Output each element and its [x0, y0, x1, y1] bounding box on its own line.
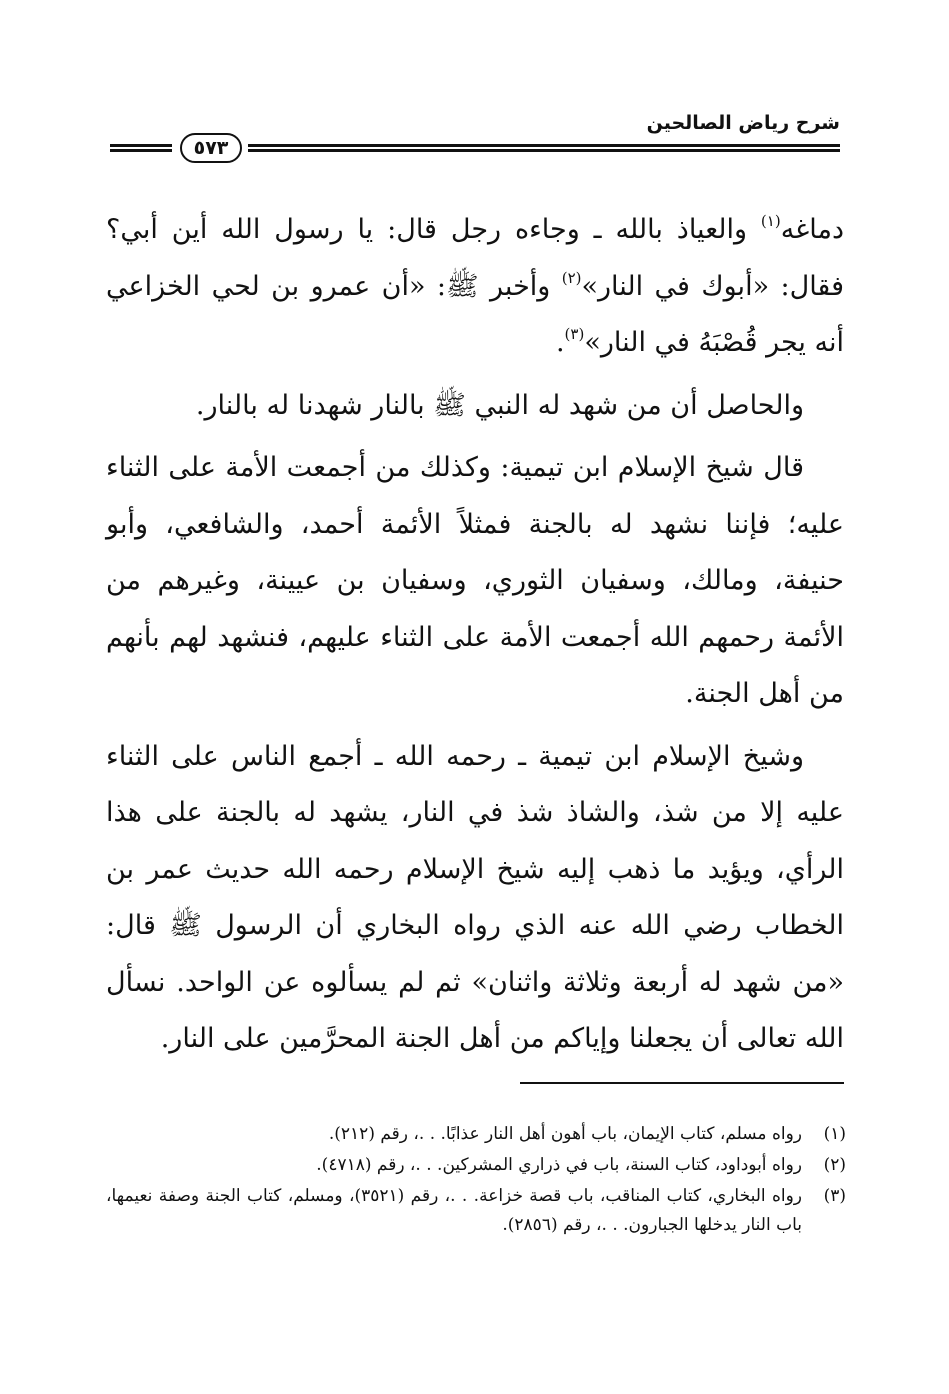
header-rule-right [248, 144, 840, 152]
footnote-3 [106, 1182, 846, 1240]
main-text [106, 202, 844, 1074]
header-rule [110, 139, 840, 157]
book-title: شرح رياض الصالحين [646, 112, 840, 134]
page-number: ٥٧٣ [180, 133, 242, 163]
footnote-text: رواه أبوداود، كتاب السنة، باب في ذراري المشركين. . .، رقم (٤٧١٨). [316, 1155, 802, 1175]
footnote-separator [520, 1082, 844, 1084]
text-run: . [555, 327, 565, 358]
footnotes [106, 1120, 846, 1242]
footnote-number: (٣) [823, 1186, 846, 1206]
footnote-text: رواه مسلم، كتاب الإيمان، باب أهون أهل النار عذابًا. . .، رقم (٢١٢). [328, 1124, 802, 1144]
header-rule-left [110, 144, 172, 152]
footnote-ref-3: (٣) [564, 325, 585, 343]
paragraph-4: وشيخ الإسلام ابن تيمية ـ رحمه الله ـ أجمع الناس على الثناء عليه إلا من شذ، والشاذ شذ في النار، يشهد له بالجنة على هذا الرأي، ويؤيد ما ذهب إليه شيخ الإسلام رحمه الله حديث عمر بن الخطاب رضي الله عنه الذي رواه البخاري أن الرسول ﷺ قال: «من شهد له أربعة وثلاثة واثنان» ثم لم يسألوه عن الواحد. نسأل الله تعالى أن يجعلنا وإياكم من أهل الجنة المحرَّمين على النار. [106, 740, 844, 1054]
text-run: والعياذ بالله ـ وجاءه رجل قال: يا رسول الله أين أبي؟ فقال: «أبوك في النار» [106, 214, 845, 302]
footnote-1 [106, 1120, 846, 1149]
footnote-ref-1: (١) [760, 212, 781, 230]
paragraph-3: قال شيخ الإسلام ابن تيمية: وكذلك من أجمعت الأمة على الثناء عليه؛ فإننا نشهد له بالجنة فمثلاً الأئمة أحمد، والشافعي، وأبو حنيفة، ومالك، وسفيان الثوري، وسفيان بن عيينة، وغيرهم من الأئمة رحمهم الله أجمعت الأمة على الثناء عليهم، فنشهد لهم بأنهم من أهل الجنة. [106, 452, 844, 709]
text-run: دماغه [780, 214, 844, 245]
paragraph-1 [106, 202, 844, 372]
page-header [110, 106, 840, 166]
footnote-2 [106, 1151, 846, 1180]
footnote-number: (٢) [823, 1155, 846, 1175]
paragraph-2: والحاصل أن من شهد له النبي ﷺ بالنار شهدنا له بالنار. [195, 389, 804, 421]
footnote-number: (١) [823, 1124, 846, 1144]
footnote-text: رواه البخاري، كتاب المناقب، باب قصة خزاعة. . .، رقم (٣٥٢١)، ومسلم، كتاب الجنة وصفة نعيمها، باب النار يدخلها الجبارون. . .، رقم (٢٨٥٦). [106, 1186, 803, 1235]
footnote-ref-2: (٢) [561, 268, 582, 287]
text-run: وأخبر ﷺ: «أن عمرو بن لحي الخزاعي أنه يجر قُصْبَهُ في النار» [106, 270, 844, 358]
